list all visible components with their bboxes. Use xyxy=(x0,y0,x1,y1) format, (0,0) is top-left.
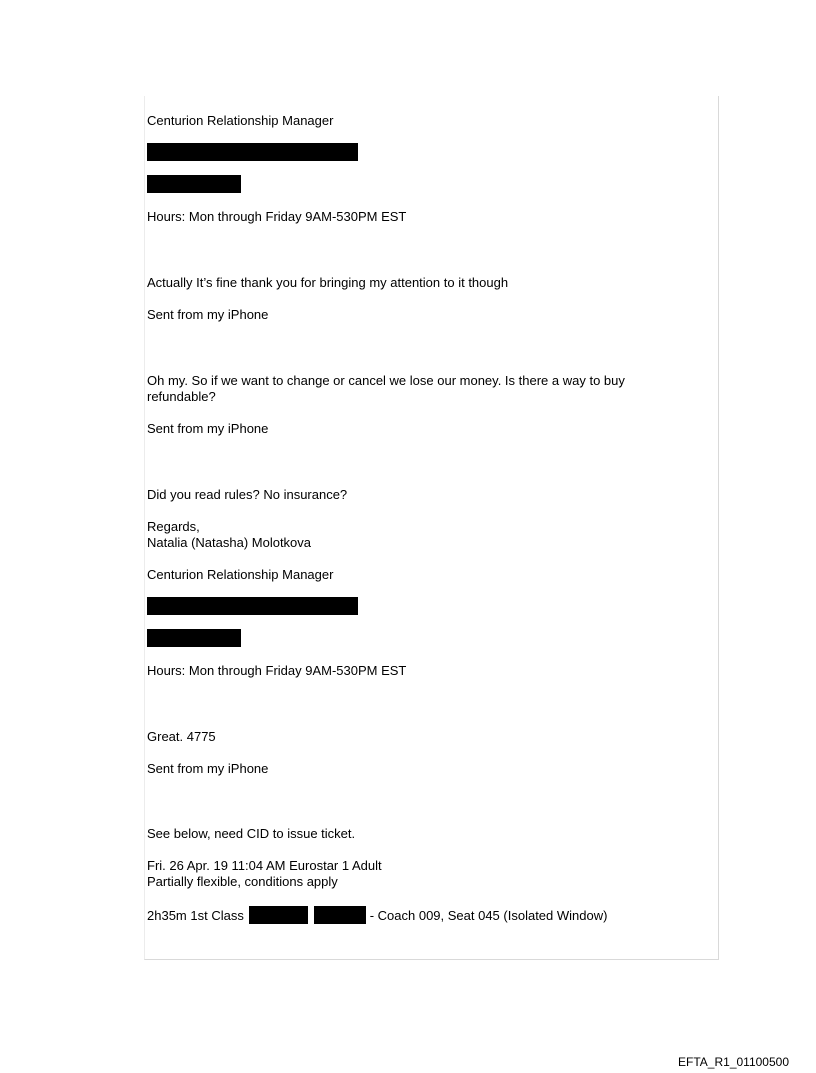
redaction-bar xyxy=(147,143,358,161)
redaction-bar xyxy=(314,906,366,924)
msg3-name: Natalia (Natasha) Molotkova xyxy=(147,535,312,550)
document-id: EFTA_R1_01100500 xyxy=(678,1055,789,1069)
msg3-title: Centurion Relationship Manager xyxy=(147,567,334,582)
msg2-line1: Oh my. So if we want to change or cancel we lose our money. Is there a way to buy xyxy=(147,373,625,388)
msg3-regards: Regards, xyxy=(147,519,200,534)
ticket-line2: Partially flexible, conditions apply xyxy=(147,874,338,889)
redaction-bar xyxy=(249,906,308,924)
ticket-line3 xyxy=(147,906,607,924)
redaction-bar xyxy=(147,175,241,193)
msg3-body: Did you read rules? No insurance? xyxy=(147,487,348,502)
msg4-body: Great. 4775 xyxy=(147,729,216,744)
redaction-bar xyxy=(147,597,358,615)
sig1-hours: Hours: Mon through Friday 9AM-530PM EST xyxy=(147,209,407,224)
msg5-body: See below, need CID to issue ticket. xyxy=(147,826,356,841)
sig1-title: Centurion Relationship Manager xyxy=(147,113,334,128)
msg2-line2: refundable? xyxy=(147,389,216,404)
msg1-signoff: Sent from my iPhone xyxy=(147,307,269,322)
msg1-body: Actually It’s fine thank you for bringing my attention to it though xyxy=(147,275,509,290)
msg3-hours: Hours: Mon through Friday 9AM-530PM EST xyxy=(147,663,407,678)
ticket-line3-prefix: 2h35m 1st Class xyxy=(147,908,244,923)
ticket-line1: Fri. 26 Apr. 19 11:04 AM Eurostar 1 Adult xyxy=(147,858,382,873)
msg2-signoff: Sent from my iPhone xyxy=(147,421,269,436)
ticket-line3-suffix: - Coach 009, Seat 045 (Isolated Window) xyxy=(369,908,608,923)
redaction-bar xyxy=(147,629,241,647)
msg4-signoff: Sent from my iPhone xyxy=(147,761,269,776)
